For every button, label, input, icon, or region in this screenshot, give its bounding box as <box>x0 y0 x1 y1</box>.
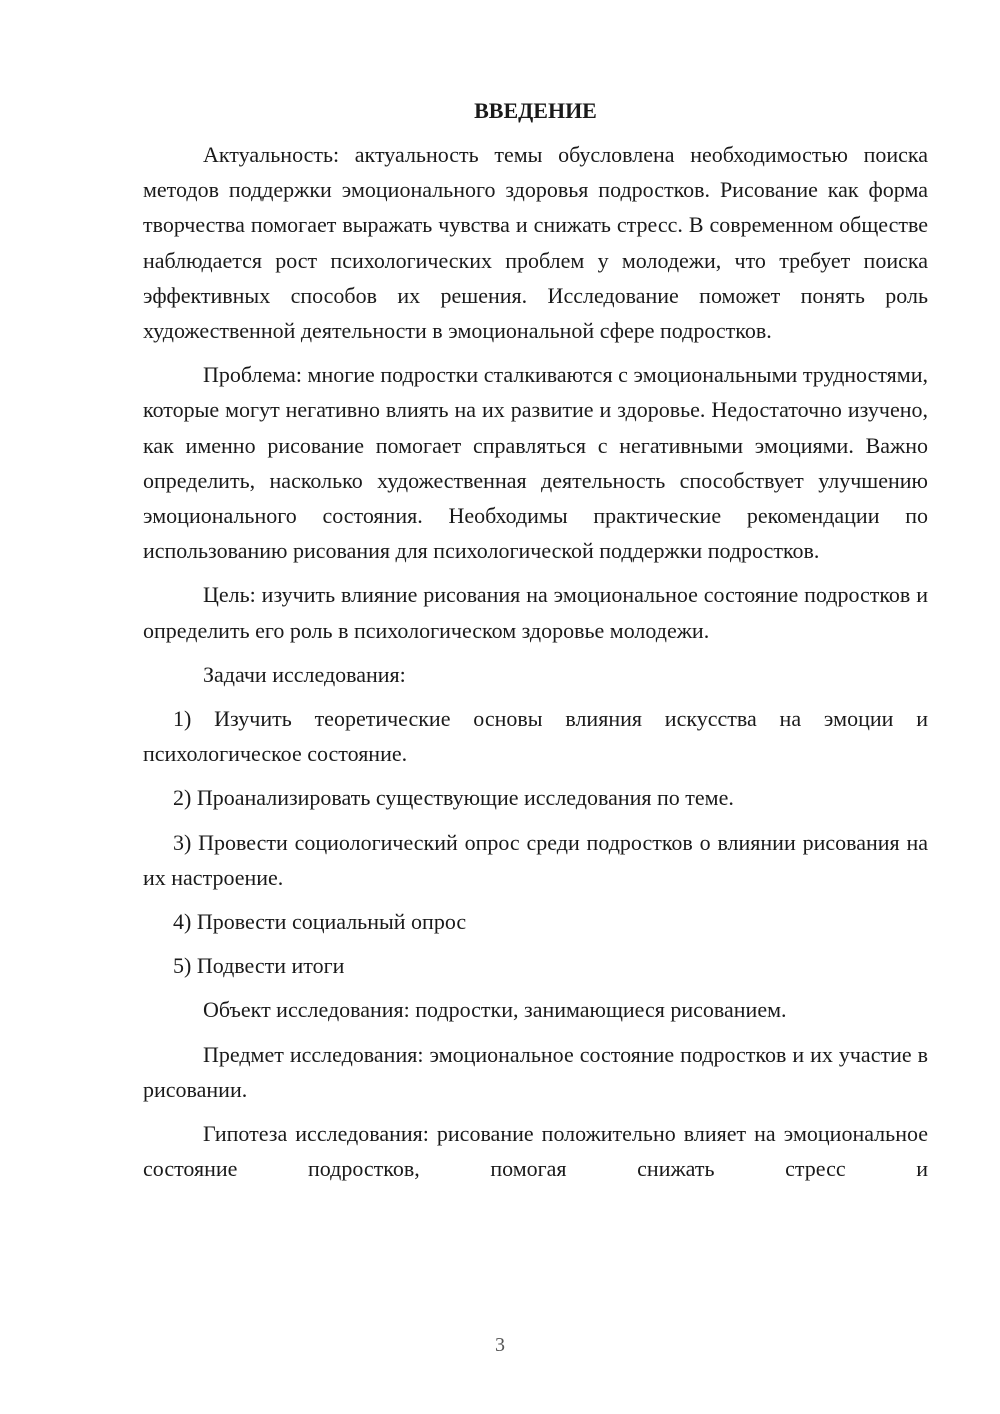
page-content <box>143 93 928 1195</box>
task-item-3: 3) Провести социологический опрос среди подростков о влиянии рисования на их настроение. <box>143 829 928 890</box>
task-item-1: 1) Изучить теоретические основы влияния искусства на эмоции и психологическое состояние. <box>143 706 928 767</box>
task-item-2: 2) Проанализировать существующие исследования по теме. <box>173 785 734 811</box>
tasks-title: Задачи исследования: <box>203 661 406 687</box>
page-number: 3 <box>495 1334 505 1356</box>
task-item-5: 5) Подвести итоги <box>173 953 345 979</box>
goal-paragraph: Цель: изучить влияние рисования на эмоциональное состояние подростков и определить его роль в психологическом здоровье молодежи. <box>143 582 928 643</box>
relevance-paragraph: Актуальность: актуальность темы обусловлена необходимостью поиска методов поддержки эмоционального здоровья подростков. Рисование как форма творчества помогает выражать чувства и снижать стресс. В современном обществе наблюдается рост психологических проблем у молодежи, что требует поиска эффективных способов их решения. Исследование поможет понять роль художественной деятельности в эмоциональной сфере подростков. <box>143 142 928 344</box>
subject-paragraph: Предмет исследования: эмоциональное состояние подростков и их участие в рисовании. <box>143 1041 928 1102</box>
hypothesis-paragraph: Гипотеза исследования: рисование положительно влияет на эмоциональное состояние подростков, помогая снижать стресс и <box>143 1121 928 1182</box>
problem-paragraph: Проблема: многие подростки сталкиваются с эмоциональными трудностями, которые могут негативно влиять на их развитие и здоровье. Недостаточно изучено, как именно рисование помогает справляться с негативными эмоциями. Важно определить, насколько художественная деятельность способствует улучшению эмоционального состояния. Необходимы практические рекомендации по использованию рисования для психологической поддержки подростков. <box>143 362 928 564</box>
section-heading: ВВЕДЕНИЕ <box>474 98 597 123</box>
object-paragraph: Объект исследования: подростки, занимающиеся рисованием. <box>203 997 787 1023</box>
task-item-4: 4) Провести социальный опрос <box>173 909 467 935</box>
